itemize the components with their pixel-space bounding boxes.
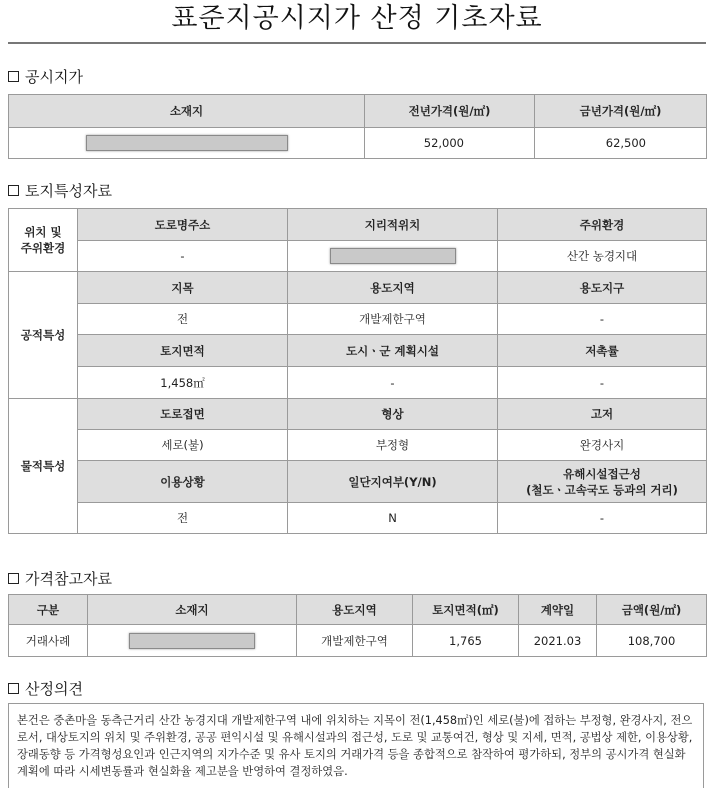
geo-location-cell <box>288 241 498 272</box>
ref-amount: 108,700 <box>597 625 707 657</box>
curr-price: 62,500 <box>535 128 707 159</box>
header-zoning: 용도지역 <box>288 272 498 304</box>
group-location: 위치 및 주위환경 <box>9 209 78 272</box>
square-bullet-icon <box>8 683 19 694</box>
opinion-text: 본건은 중촌마을 동측근거리 산간 농경지대 개발제한구역 내에 위치하는 지목이 전(1,458㎡)인 세로(불)에 접하는 부정형, 완경사지, 전으로서, 대상토지의 위치 및 주위환경, 공공 편익시설 및 유해시설과의 접근성, 도로 및 교통여건, 형상 및 지세, 면적, 공법상 제한, 이용상황, 장래동향 등 가격형성요인과 인근지역의 지가수준 및 유사 토지의 거래가격 등을 종합적으로 참작하여 평가하되, 정부의 공시가격 현실화 계획에 따라 시세변동률과 현실화율 제고분을 반영하여 결정하였음. <box>8 703 704 788</box>
header-facility: 도시ㆍ군 계획시설 <box>288 335 498 367</box>
land-features-table <box>8 208 707 534</box>
road-side: 세로(불) <box>78 430 288 461</box>
header-scale: 저촉률 <box>498 335 707 367</box>
shape: 부정형 <box>288 430 498 461</box>
square-bullet-icon <box>8 185 19 196</box>
square-bullet-icon <box>8 71 19 82</box>
area: 1,458㎡ <box>78 367 288 399</box>
ref-zoning: 개발제한구역 <box>297 625 413 657</box>
section-title: 가격참고자료 <box>25 570 112 588</box>
header-surroundings: 주위환경 <box>498 209 707 241</box>
section-land-features <box>8 180 112 201</box>
header-geo-location: 지리적위치 <box>288 209 498 241</box>
header-area: 토지면적(㎡) <box>413 595 519 625</box>
district: - <box>498 304 707 335</box>
zoning: 개발제한구역 <box>288 304 498 335</box>
group-physical: 물적특성 <box>9 399 78 534</box>
ref-type: 거래사례 <box>9 625 88 657</box>
square-bullet-icon <box>8 573 19 584</box>
location-cell <box>9 128 365 159</box>
page-title: 표준지공시지가 산정 기초자료 <box>171 3 543 34</box>
road-address: - <box>78 241 288 272</box>
redacted-address <box>86 135 288 151</box>
group-public: 공적특성 <box>9 272 78 399</box>
scale: - <box>498 367 707 399</box>
header-prev-price: 전년가격(원/㎡) <box>365 95 535 128</box>
redacted-ref-location <box>129 633 255 649</box>
price-reference-table <box>8 594 707 657</box>
redacted-geo-location <box>330 248 456 264</box>
header-location: 소재지 <box>9 95 365 128</box>
height: 완경사지 <box>498 430 707 461</box>
title-bar <box>8 0 706 44</box>
ref-area: 1,765 <box>413 625 519 657</box>
header-area: 토지면적 <box>78 335 288 367</box>
section-title: 토지특성자료 <box>25 182 112 200</box>
header-road-side: 도로접면 <box>78 399 288 430</box>
jimok: 전 <box>78 304 288 335</box>
header-jimok: 지목 <box>78 272 288 304</box>
header-usage: 이용상황 <box>78 461 288 503</box>
header-zoning: 용도지역 <box>297 595 413 625</box>
ref-location-cell <box>88 625 297 657</box>
hazard: - <box>498 503 707 534</box>
header-district: 용도지구 <box>498 272 707 304</box>
header-single: 일단지여부(Y/N) <box>288 461 498 503</box>
surroundings: 산간 농경지대 <box>498 241 707 272</box>
section-official-price <box>8 66 83 87</box>
usage: 전 <box>78 503 288 534</box>
official-price-table <box>8 94 707 159</box>
facility: - <box>288 367 498 399</box>
header-road-address: 도로명주소 <box>78 209 288 241</box>
header-date: 계약일 <box>519 595 597 625</box>
header-amount: 금액(원/㎡) <box>597 595 707 625</box>
header-location: 소재지 <box>88 595 297 625</box>
section-opinion <box>8 678 83 699</box>
header-type: 구분 <box>9 595 88 625</box>
section-price-reference <box>8 568 112 589</box>
header-shape: 형상 <box>288 399 498 430</box>
section-title: 공시지가 <box>25 68 83 86</box>
ref-date: 2021.03 <box>519 625 597 657</box>
header-height: 고저 <box>498 399 707 430</box>
section-title: 산정의견 <box>25 680 83 698</box>
header-hazard: 유해시설접근성 (철도ㆍ고속국도 등과의 거리) <box>498 461 707 503</box>
prev-price: 52,000 <box>365 128 535 159</box>
single: N <box>288 503 498 534</box>
header-curr-price: 금년가격(원/㎡) <box>535 95 707 128</box>
